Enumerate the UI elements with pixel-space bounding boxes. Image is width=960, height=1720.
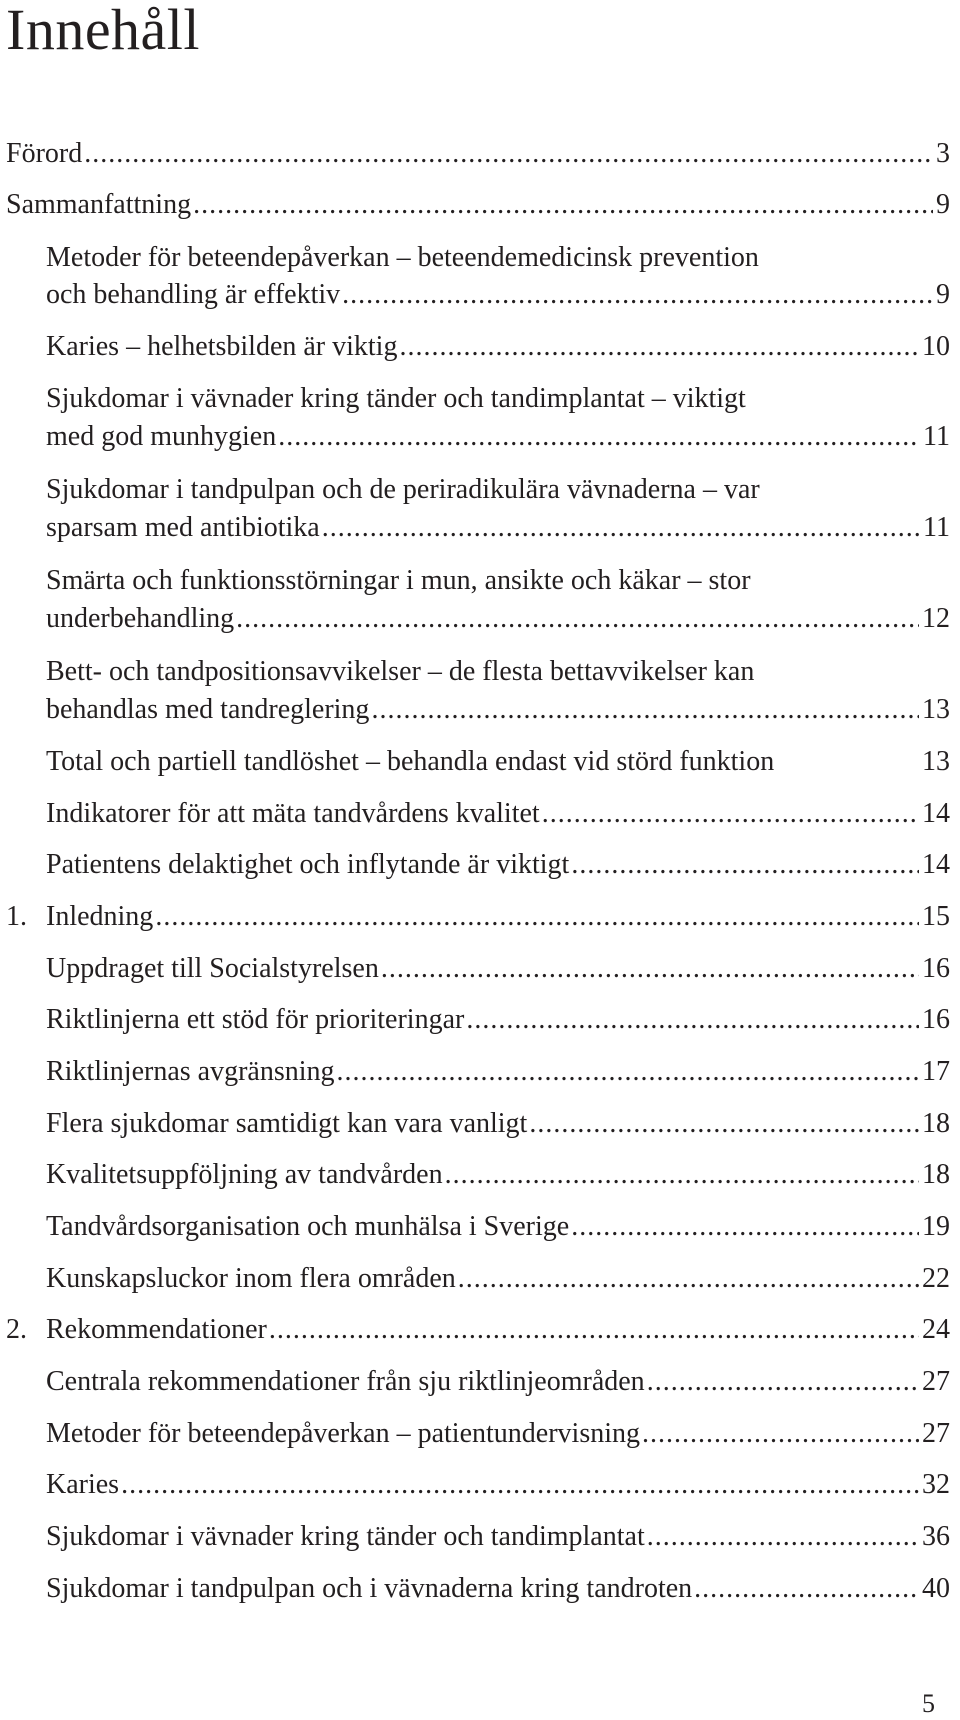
toc-entry-label: Förord <box>6 138 83 169</box>
toc-entry-label: Kunskapsluckor inom flera områden <box>46 1263 456 1294</box>
toc-entry-line1[interactable]: Bett- och tandpositionsavvikelser – de flesta bettavvikelser kan <box>46 656 755 687</box>
dot-leader <box>269 1310 919 1350</box>
dot-leader <box>571 1207 919 1247</box>
toc-entry-page: 27 <box>922 1366 950 1397</box>
toc-entry-label: Inledning <box>46 901 154 932</box>
toc-entry-label: sparsam med antibiotika <box>46 512 320 543</box>
toc-entry-page: 32 <box>922 1469 950 1500</box>
toc-entry-page: 9 <box>936 189 950 220</box>
toc-entry-page: 16 <box>922 1004 950 1035</box>
page-title: Innehåll <box>6 0 201 62</box>
dot-leader <box>647 1362 919 1402</box>
dot-leader <box>381 949 919 989</box>
toc-entry-page: 11 <box>923 421 950 452</box>
dot-leader <box>337 1052 919 1092</box>
toc-entry-label: och behandling är effektiv <box>46 279 341 310</box>
toc-entry-label: Karies <box>46 1469 120 1500</box>
toc-entry-label: Centrala rekommendationer från sju riktlinjeområden <box>46 1366 645 1397</box>
dot-leader <box>399 327 919 367</box>
toc-entry-label: Karies – helhetsbilden är viktig <box>46 331 398 362</box>
toc-entry-page: 18 <box>922 1159 950 1190</box>
dot-leader <box>458 1259 919 1299</box>
dot-leader <box>278 417 920 457</box>
toc-entry-page: 9 <box>936 279 950 310</box>
toc-entry-line1[interactable]: Sjukdomar i tandpulpan och de periradikulära vävnaderna – var <box>46 474 760 505</box>
toc-entry-page: 11 <box>923 512 950 543</box>
dot-leader <box>322 508 920 548</box>
dot-leader <box>236 599 919 639</box>
toc-entry-page: 19 <box>922 1211 950 1242</box>
toc-entry-page: 17 <box>922 1056 950 1087</box>
dot-leader <box>542 794 919 834</box>
toc-entry-page: 22 <box>922 1263 950 1294</box>
toc-entry-avgransning[interactable] <box>46 1052 950 1092</box>
dot-leader <box>647 1517 919 1557</box>
dot-leader <box>121 1465 919 1505</box>
toc-entry-kunskapsluckor[interactable] <box>46 1259 950 1299</box>
toc-entry-label: underbehandling <box>46 603 235 634</box>
toc-entry-uppdraget[interactable] <box>46 949 950 989</box>
toc-entry-label: Sjukdomar i vävnader kring tänder och tandimplantat <box>46 1521 645 1552</box>
toc-entry-flera-sjukdomar[interactable] <box>46 1104 950 1144</box>
toc-entry-sammanfattning[interactable] <box>6 185 950 225</box>
toc-entry-label: Sjukdomar i tandpulpan och i vävnaderna kring tandroten <box>46 1573 693 1604</box>
toc-entry-page: 24 <box>922 1314 950 1345</box>
toc-entry-page: 3 <box>936 138 950 169</box>
toc-entry-tandreglering[interactable] <box>46 690 950 730</box>
toc-entry-label: med god munhygien <box>46 421 277 452</box>
dot-leader <box>155 897 919 937</box>
toc-entry-inledning[interactable] <box>46 897 950 937</box>
toc-entry-riktlinjerna-stod[interactable] <box>46 1000 950 1040</box>
dot-leader <box>84 134 933 174</box>
toc-entry-patientundervisning[interactable] <box>46 1414 950 1454</box>
toc-entry-page: 13 <box>922 746 950 777</box>
toc-entry-page: 14 <box>922 849 950 880</box>
toc-entry-label: Flera sjukdomar samtidigt kan vara vanligt <box>46 1108 528 1139</box>
toc-entry-label: Indikatorer för att mäta tandvårdens kvalitet <box>46 798 540 829</box>
toc-entry-page: 40 <box>922 1573 950 1604</box>
toc-entry-centrala[interactable] <box>46 1362 950 1402</box>
toc-entry-underbehandling[interactable] <box>46 599 950 639</box>
toc-entry-vavnader-tander[interactable] <box>46 1517 950 1557</box>
dot-leader <box>571 845 919 885</box>
toc-entry-label: behandlas med tandreglering <box>46 694 370 725</box>
toc-entry-page: 16 <box>922 953 950 984</box>
toc-entry-page: 13 <box>922 694 950 725</box>
toc-entry-kvalitetsuppfoljning[interactable] <box>46 1155 950 1195</box>
toc-entry-metoder[interactable] <box>46 275 950 315</box>
toc-entry-page: 36 <box>922 1521 950 1552</box>
dot-leader <box>342 275 933 315</box>
toc-entry-label: Metoder för beteendepåverkan – patientundervisning <box>46 1418 641 1449</box>
toc-entry-tandpulpan[interactable] <box>46 1569 950 1609</box>
toc-entry-page: 15 <box>922 901 950 932</box>
chapter-number: 2. <box>6 1314 27 1345</box>
toc-entry-line1[interactable]: Smärta och funktionsstörningar i mun, ansikte och käkar – stor <box>46 565 751 596</box>
toc-entry-line1[interactable]: Sjukdomar i vävnader kring tänder och tandimplantat – viktigt <box>46 383 746 414</box>
toc-entry-label: Rekommendationer <box>46 1314 267 1345</box>
dot-leader <box>529 1104 919 1144</box>
dot-leader <box>642 1414 919 1454</box>
page-number: 5 <box>922 1689 935 1718</box>
toc-entry-label: Tandvårdsorganisation och munhälsa i Sverige <box>46 1211 570 1242</box>
toc-entry-label: Kvalitetsuppföljning av tandvården <box>46 1159 443 1190</box>
toc-entry-label: Patientens delaktighet och inflytande är viktigt <box>46 849 570 880</box>
dot-leader <box>193 185 933 225</box>
chapter-number: 1. <box>6 901 27 932</box>
toc-entry-tandvardsorganisation[interactable] <box>46 1207 950 1247</box>
toc-entry-label: Riktlinjernas avgränsning <box>46 1056 335 1087</box>
toc-entry-page: 14 <box>922 798 950 829</box>
dot-leader <box>371 690 919 730</box>
toc-entry-page: 27 <box>922 1418 950 1449</box>
toc-entry-delaktighet[interactable] <box>46 845 950 885</box>
toc-entry-page: 12 <box>922 603 950 634</box>
toc-entry-label: Uppdraget till Socialstyrelsen <box>46 953 379 984</box>
dot-leader <box>694 1569 919 1609</box>
toc-entry-karies[interactable] <box>46 1465 950 1505</box>
dot-leader <box>466 1000 919 1040</box>
toc-entry-label: Sammanfattning <box>6 189 192 220</box>
toc-entry-page: 10 <box>922 331 950 362</box>
toc-entry-tandloshet[interactable] <box>46 742 950 782</box>
toc-entry-label: Total och partiell tandlöshet – behandla endast vid störd funktion <box>46 746 775 777</box>
toc-entry-label: Riktlinjerna ett stöd för prioriteringar <box>46 1004 465 1035</box>
toc-entry-forord[interactable] <box>6 134 950 174</box>
toc-entry-rekommendationer[interactable] <box>46 1310 950 1350</box>
toc-entry-indikatorer[interactable] <box>46 794 950 834</box>
dot-leader <box>445 1155 919 1195</box>
toc-entry-karies-helhet[interactable] <box>46 327 950 367</box>
toc-entry-munhygien[interactable] <box>46 417 950 457</box>
toc-entry-antibiotika[interactable] <box>46 508 950 548</box>
toc-entry-line1[interactable]: Metoder för beteendepåverkan – beteendemedicinsk prevention <box>46 242 759 273</box>
toc-entry-page: 18 <box>922 1108 950 1139</box>
